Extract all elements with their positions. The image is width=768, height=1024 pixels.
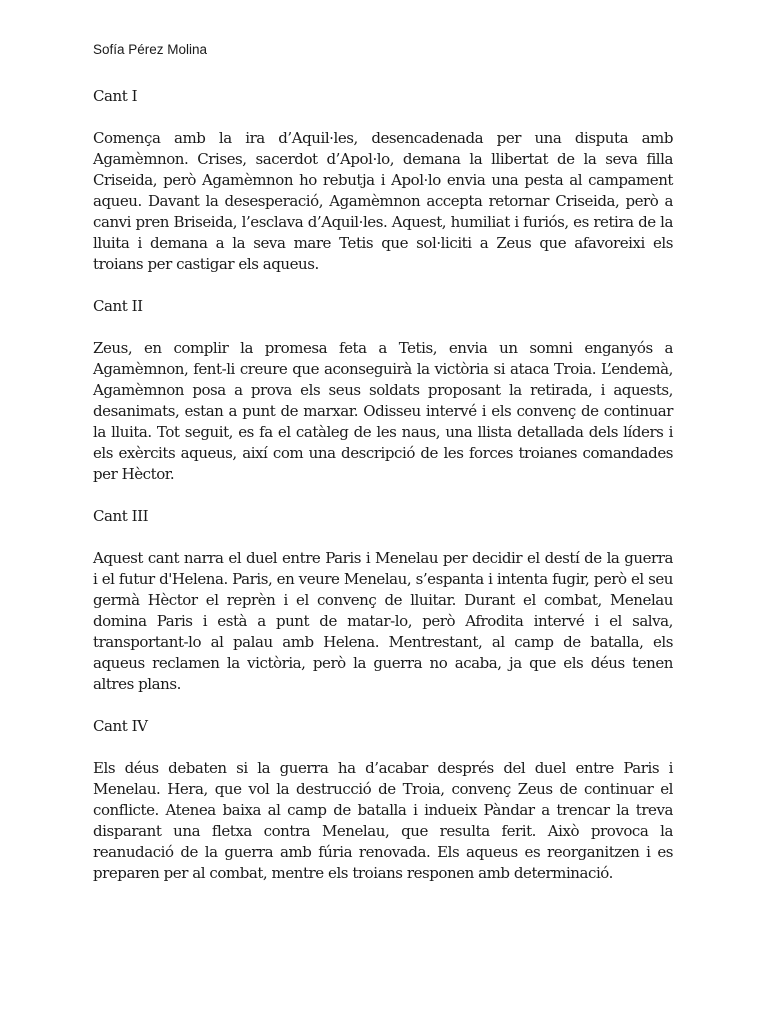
canto-section-3: [93, 506, 673, 695]
author-header: Sofía Pérez Molina: [93, 42, 208, 57]
canto-title: Cant I: [93, 87, 138, 105]
canto-section-1: [93, 86, 673, 275]
canto-section-4: [93, 716, 673, 884]
document-body: [93, 86, 673, 905]
canto-paragraph: Aquest cant narra el duel entre Paris i Menelau per decidir el destí de la guerra i el futur d'Helena. Paris, en veure Menelau, s’espanta i intenta fugir, però el seu germà Hèctor el reprèn i el convenç de lluitar. Durant el combat, Menelau domina Paris i està a punt de matar-lo, però Afrodita intervé i el salva, transportant-lo al palau amb Helena. Mentrestant, al camp de batalla, els aqueus reclamen la victòria, però la guerra no acaba, ja que els déus tenen altres plans.: [93, 549, 673, 693]
canto-paragraph: Zeus, en complir la promesa feta a Tetis, envia un somni enganyós a Agamèmnon, fent-li creure que aconseguirà la victòria si ataca Troia. L’endemà, Agamèmnon posa a prova els seus soldats proposant la retirada, i aquests, desanimats, estan a punt de marxar. Odisseu intervé i els convenç de continuar la lluita. Tot seguit, es fa el catàleg de les naus, una llista detallada dels líders i els exèrcits aqueus, així com una descripció de les forces troianes comandades per Hèctor.: [93, 339, 673, 483]
canto-title: Cant IV: [93, 717, 148, 735]
canto-title: Cant III: [93, 507, 149, 525]
canto-section-2: [93, 296, 673, 485]
canto-paragraph: Comença amb la ira d’Aquil·les, desencadenada per una disputa amb Agamèmnon. Crises, sacerdot d’Apol·lo, demana la llibertat de la seva filla Criseida, però Agamèmnon ho rebutja i Apol·lo envia una pesta al campament aqueu. Davant la desesperació, Agamèmnon accepta retornar Criseida, però a canvi pren Briseida, l’esclava d’Aquil·les. Aquest, humiliat i furiós, es retira de la lluita i demana a la seva mare Tetis que sol·liciti a Zeus que afavoreixi els troians per castigar els aqueus.: [93, 129, 673, 273]
canto-title: Cant II: [93, 297, 143, 315]
canto-paragraph: Els déus debaten si la guerra ha d’acabar després del duel entre Paris i Menelau. Hera, que vol la destrucció de Troia, convenç Zeus de continuar el conflicte. Atenea baixa al camp de batalla i indueix Pàndar a trencar la treva disparant una fletxa contra Menelau, que resulta ferit. Això provoca la reanudació de la guerra amb fúria renovada. Els aqueus es reorganitzen i es preparen per al combat, mentre els troians responen amb determinació.: [93, 759, 673, 882]
